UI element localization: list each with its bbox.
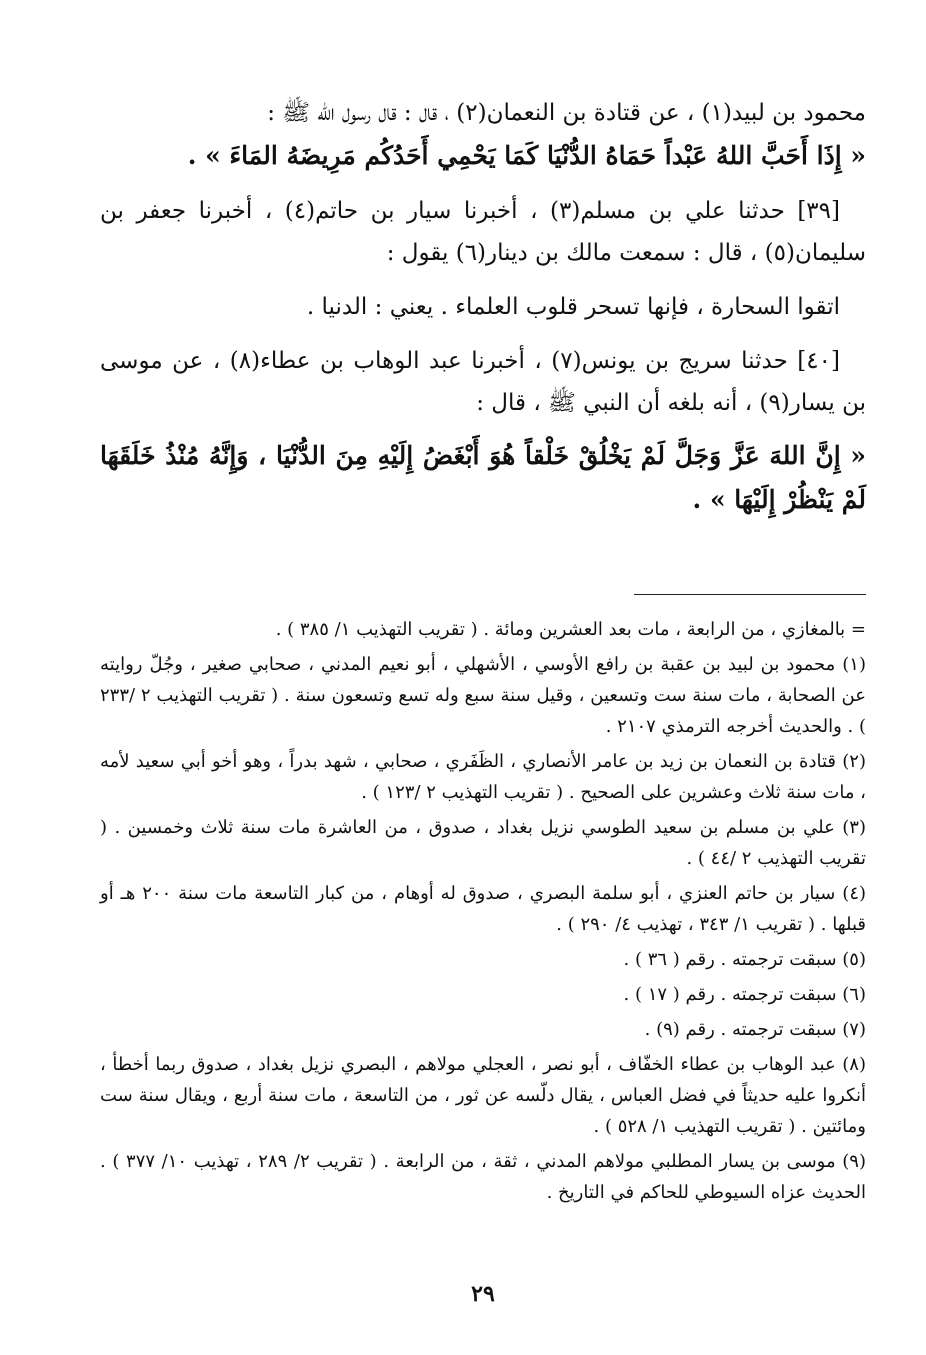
isnad-line: محمود بن لبيد(١) ، عن قتادة بن النعمان(٢) ، قال : قال رسول الله ﷺ : (267, 100, 866, 126)
footnote-divider (634, 594, 866, 595)
footnote-8: (٨) عبد الوهاب بن عطاء الخفّاف ، أبو نصر ، العجلي مولاهم ، البصري نزيل بغداد ، صدوق ربما أخطأ ، أنكروا عليه حديثاً في فضل العباس ، يقال دلّسه عن ثور ، من التاسعة ، مات سنة أربع ، ويقال سنة ست ومائتين . ( تقريب التهذيب ١/ ٥٢٨ ) . (100, 1054, 866, 1137)
footnote-4: (٤) سيار بن حاتم العنزي ، أبو سلمة البصري ، صدوق له أوهام ، من كبار التاسعة مات سنة ٢٠٠ هـ أو قبلها . ( تقريب ١/ ٣٤٣ ، تهذيب ٤/ ٢٩٠ ) . (100, 883, 867, 935)
hadith-text-2: « إِنَّ اللهَ عَزَّ وَجَلَّ لَمْ يَخْلُقْ خَلْقاً هُوَ أَبْغَضُ إِلَيْهِ مِنَ الدُّنْيَا ، وَإِنَّهُ مُنْذُ خَلَقَهَا لَمْ يَنْظُرْ إِلَيْهَا » . (100, 441, 866, 514)
main-text (100, 92, 866, 522)
page-number: ٢٩ (471, 1281, 495, 1307)
footnotes (100, 614, 866, 1212)
footnote-2: (٢) قتادة بن النعمان بن زيد بن عامر الأنصاري ، الظَفَري ، صحابي ، شهد بدراً ، وهو أخو أبي سعيد لأمه ، مات سنة ثلاث وعشرين على الصحيح . ( تقريب التهذيب ٢ /١٢٣ ) . (100, 751, 866, 803)
narration-39: [٣٩] حدثنا علي بن مسلم(٣) ، أخبرنا سيار بن حاتم(٤) ، أخبرنا جعفر بن سليمان(٥) ، قال : سمعت مالك بن دينار(٦) يقول : (100, 198, 866, 266)
footnote-9: (٩) موسى بن يسار المطلبي مولاهم المدني ، ثقة ، من الرابعة . ( تقريب ٢/ ٢٨٩ ، تهذيب ١٠/ ٣٧٧ ) . الحديث عزاه السيوطي للحاكم في التاريخ . (100, 1151, 866, 1203)
footnote-7: (٧) سبقت ترجمته . رقم (٩) . (644, 1019, 866, 1040)
book-page (100, 92, 866, 1315)
footnote-continuation: = بالمغازي ، من الرابعة ، مات بعد العشرين ومائة . ( تقريب التهذيب ١/ ٣٨٥ ) . (275, 619, 866, 640)
hadith-text-1: « إِذَا أَحَبَّ اللهُ عَبْداً حَمَاهُ الدُّنْيَا كَمَا يَحْمِي أَحَدُكُم مَرِيضَهُ المَاءَ » . (187, 141, 866, 170)
footnote-5: (٥) سبقت ترجمته . رقم ( ٣٦ ) . (623, 949, 866, 970)
footnote-1: (١) محمود بن لبيد بن عقبة بن رافع الأوسي ، الأشهلي ، أبو نعيم المدني ، صحابي صغير ، وجُلّ روايته عن الصحابة ، مات سنة ست وتسعين ، وقيل سنة سبع وله تسع وتسعون سنة . ( تقريب التهذيب ٢ /٢٣٣ ) . والحديث أخرجه الترمذي ٢١٠٧ . (100, 654, 866, 737)
footnote-3: (٣) علي بن مسلم بن سعيد الطوسي نزيل بغداد ، صدوق ، من العاشرة مات سنة ثلاث وخمسين . ( تقريب التهذيب ٢ /٤٤ ) . (100, 817, 866, 869)
quote-39: اتقوا السحارة ، فإنها تسحر قلوب العلماء . يعني : الدنيا . (306, 294, 840, 320)
narration-40: [٤٠] حدثنا سريج بن يونس(٧) ، أخبرنا عبد الوهاب بن عطاء(٨) ، عن موسى بن يسار(٩) ، أنه بلغه أن النبي ﷺ ، قال : (100, 348, 866, 416)
footnote-6: (٦) سبقت ترجمته . رقم ( ١٧ ) . (623, 984, 866, 1005)
